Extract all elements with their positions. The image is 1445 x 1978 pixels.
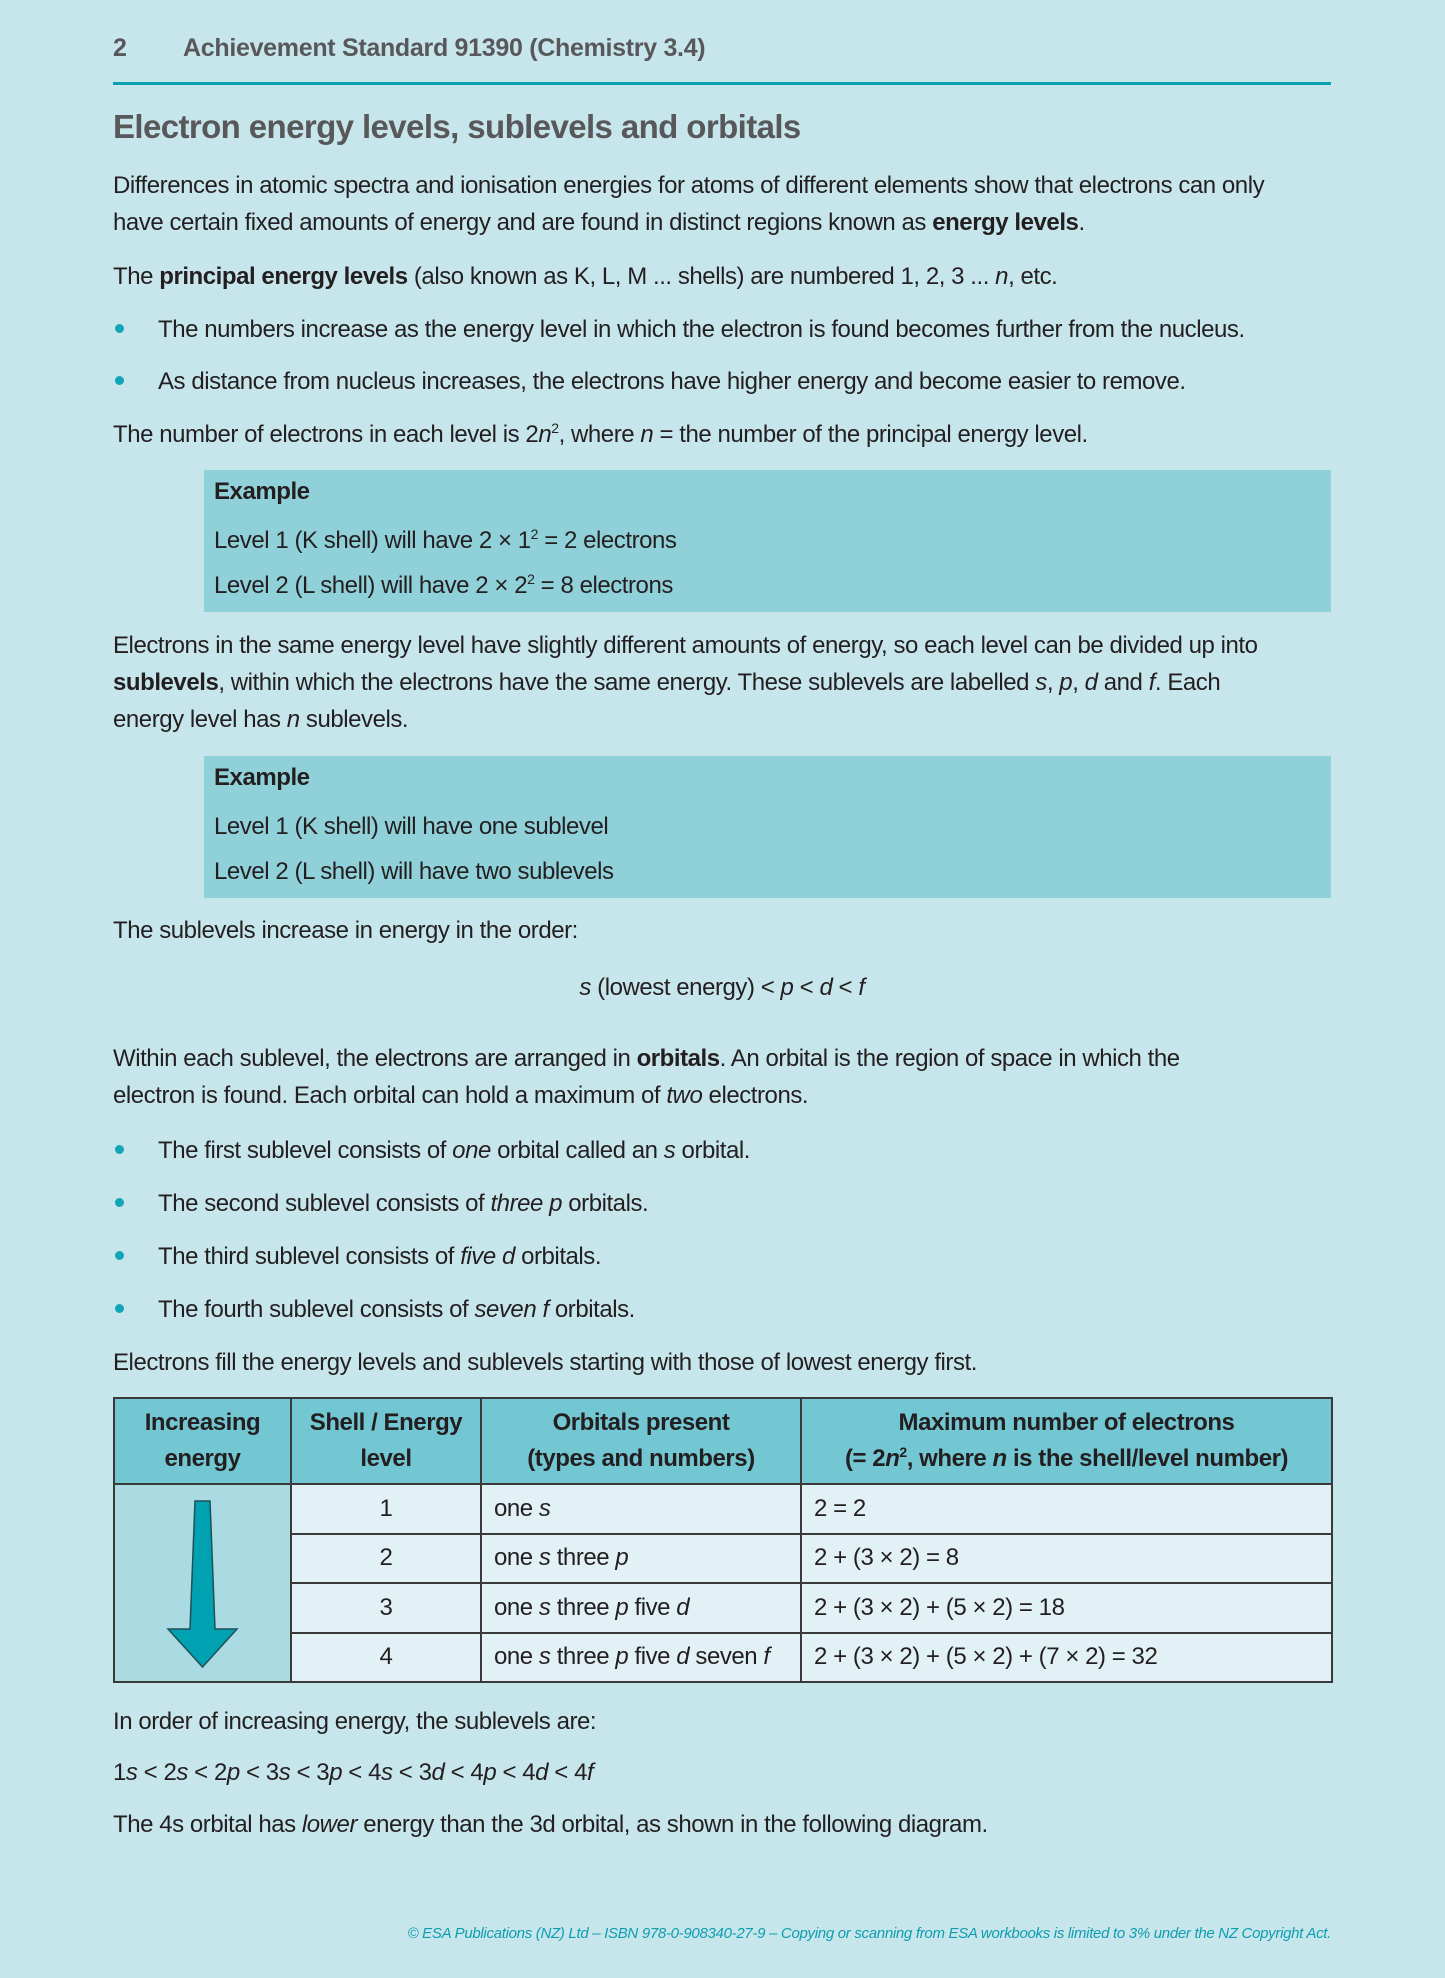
emphasis: seven f	[474, 1296, 549, 1323]
cell-max-electrons: 2 + (3 × 2) + (5 × 2) + (7 × 2) = 32	[801, 1633, 1332, 1683]
less-than-symbol: <	[392, 1759, 419, 1786]
superscript: 2	[527, 571, 535, 587]
bullet-icon	[115, 1198, 124, 1207]
increasing-energy-cell	[114, 1484, 291, 1682]
example-title: Example	[214, 764, 310, 791]
text: level	[360, 1445, 412, 1472]
text-line	[113, 664, 1331, 701]
text: orbitals.	[514, 1243, 602, 1270]
text: Within each sublevel, the electrons are arranged in	[113, 1045, 637, 1072]
less-than-symbol: <	[187, 1759, 214, 1786]
sublevel-letter: s	[538, 1544, 551, 1572]
shell-number: 4	[368, 1759, 382, 1786]
text: orbitals.	[548, 1296, 635, 1323]
superscript: 2	[530, 526, 538, 542]
sublevel-letter: p	[615, 1593, 629, 1621]
shell-number: 3	[316, 1759, 330, 1786]
table-row	[114, 1534, 1332, 1584]
sublevel-letter: s	[278, 1759, 291, 1786]
less-than-symbol: <	[496, 1759, 523, 1786]
term-orbitals: orbitals	[636, 1045, 720, 1072]
header-max-electrons	[801, 1398, 1332, 1484]
shell-number: 4	[574, 1759, 587, 1786]
text: . An orbital is the region of space in which the	[719, 1045, 1180, 1072]
shell-number: 4	[470, 1759, 484, 1786]
text: , within which the electrons have the same energy. These sublevels are labelled	[218, 669, 1036, 696]
sublevel-letter: p	[329, 1759, 343, 1786]
text: , etc.	[1008, 263, 1058, 290]
text-line: Electrons in the same energy level have slightly different amounts of energy, so each level can be divided up into	[113, 632, 1258, 659]
sublevel-letter: f	[763, 1643, 770, 1671]
text: .	[1078, 209, 1085, 236]
bullet-text	[158, 1185, 648, 1222]
text: one	[494, 1494, 539, 1522]
superscript: 2	[899, 1444, 907, 1460]
text: (lowest energy) <	[590, 974, 781, 1001]
term-principal-energy-levels: principal energy levels	[159, 263, 408, 290]
text: The 4s orbital has	[113, 1811, 302, 1838]
example-box-levels	[204, 470, 1331, 612]
sublevel-letter: d	[676, 1643, 690, 1671]
text-line	[113, 701, 1331, 738]
cell-orbitals	[481, 1484, 801, 1534]
sublevel-f: f	[1148, 669, 1155, 696]
text: electrons.	[702, 1082, 809, 1109]
cell-level: 2	[291, 1534, 481, 1584]
text: three	[550, 1544, 616, 1572]
sublevel-letter: d	[431, 1759, 445, 1786]
less-than-symbol: <	[548, 1759, 575, 1786]
order-intro: The sublevels increase in energy in the order:	[113, 917, 578, 944]
text: is the shell/level number)	[1006, 1445, 1289, 1472]
text: one	[494, 1643, 539, 1671]
text: , where	[906, 1445, 993, 1472]
example-line: Level 2 (L shell) will have two sublevels	[214, 858, 614, 885]
bullet-text: The numbers increase as the energy level in which the electron is found becomes further from the nucleus.	[158, 316, 1245, 343]
formula-paragraph	[113, 416, 1331, 453]
bullet-icon	[115, 1145, 124, 1154]
shell-number: 3	[418, 1759, 432, 1786]
shell-number: 4	[522, 1759, 536, 1786]
text: = the number of the principal energy level.	[653, 421, 1088, 448]
variable-n: n	[640, 421, 654, 448]
header-orbitals-present	[481, 1398, 801, 1484]
text: The fourth sublevel consists of	[158, 1296, 475, 1323]
text: (= 2	[844, 1445, 886, 1472]
shell-number: 2	[213, 1759, 227, 1786]
text: The third sublevel consists of	[158, 1243, 461, 1270]
sublevel-p: p	[780, 974, 794, 1001]
sublevel-letter: s	[381, 1759, 393, 1786]
sublevel-letter: p	[226, 1759, 240, 1786]
sublevel-letter: p	[615, 1643, 629, 1671]
bullet-text: As distance from nucleus increases, the electrons have higher energy and become easier to remove.	[158, 368, 1186, 395]
sublevel-d: d	[819, 974, 833, 1001]
emphasis: three p	[490, 1190, 563, 1217]
text: one	[494, 1593, 539, 1621]
table-row	[114, 1583, 1332, 1633]
text: The	[113, 263, 160, 290]
copyright-footer: © ESA Publications (NZ) Ltd – ISBN 978-0-908340-27-9 – Copying or scanning from ESA workbooks is limited to 3% under the NZ Copyright Act.	[407, 1925, 1331, 1942]
emphasis: lower	[301, 1811, 357, 1838]
less-than-symbol: <	[290, 1759, 317, 1786]
text: Maximum number of electrons	[898, 1409, 1235, 1436]
emphasis: s	[663, 1137, 676, 1164]
bullet-icon	[115, 1304, 124, 1313]
text: Increasing	[144, 1409, 261, 1436]
text: The second sublevel consists of	[158, 1190, 491, 1217]
cell-max-electrons: 2 + (3 × 2) + (5 × 2) = 18	[801, 1583, 1332, 1633]
intro-paragraph	[113, 167, 1331, 241]
page-header	[113, 30, 1331, 85]
text: three	[550, 1593, 616, 1621]
fill-order-sentence: Electrons fill the energy levels and sublevels starting with those of lowest energy first.	[113, 1349, 977, 1376]
text: sublevels.	[299, 706, 409, 733]
emphasis: two	[666, 1082, 703, 1109]
text: energy than the 3d orbital, as shown in the following diagram.	[357, 1811, 988, 1838]
less-than-symbol: <	[239, 1759, 266, 1786]
superscript: 2	[551, 420, 559, 436]
bullet-text	[158, 1291, 635, 1328]
text: orbital called an	[490, 1137, 664, 1164]
table-row	[114, 1484, 1332, 1534]
cell-orbitals	[481, 1633, 801, 1683]
bullet-icon	[115, 324, 124, 333]
text: five	[628, 1593, 677, 1621]
text: Shell / Energy	[309, 1409, 463, 1436]
cell-max-electrons: 2 + (3 × 2) = 8	[801, 1534, 1332, 1584]
orbitals-table	[113, 1397, 1333, 1683]
variable-n: n	[286, 706, 300, 733]
sublevels-paragraph	[113, 627, 1331, 738]
bullet-icon	[115, 1251, 124, 1260]
text: Level 2 (L shell) will have 2 × 2	[214, 572, 528, 599]
sublevel-letter: s	[125, 1759, 138, 1786]
sublevel-letter: s	[538, 1643, 551, 1671]
bullet-text	[158, 1238, 601, 1275]
emphasis: five d	[460, 1243, 515, 1270]
variable-n: n	[995, 263, 1009, 290]
intro-line-1: Differences in atomic spectra and ionisation energies for atoms of different elements show that electrons can only	[113, 172, 1265, 199]
text: and	[1097, 669, 1149, 696]
shell-number: 3	[265, 1759, 279, 1786]
text: seven	[689, 1643, 764, 1671]
bullet-text	[158, 1132, 750, 1169]
sublevel-s: s	[579, 974, 591, 1001]
sublevel-letter: s	[538, 1593, 551, 1621]
running-title: Achievement Standard 91390 (Chemistry 3.4)	[183, 34, 706, 62]
final-sentence	[113, 1806, 1331, 1843]
emphasis: one	[452, 1137, 491, 1164]
text: electron is found. Each orbital can hold a maximum of	[113, 1082, 667, 1109]
text: one	[494, 1544, 539, 1572]
header-increasing-energy	[114, 1398, 291, 1484]
sublevel-letter: d	[535, 1759, 549, 1786]
header-shell-level	[291, 1398, 481, 1484]
page-number: 2	[113, 34, 127, 62]
sublevel-s: s	[1035, 669, 1047, 696]
term-sublevels: sublevels	[113, 669, 219, 696]
text: ,	[1072, 669, 1085, 696]
text: ,	[1046, 669, 1060, 696]
cell-level: 1	[291, 1484, 481, 1534]
sublevel-letter: d	[676, 1593, 690, 1621]
shell-number: 1	[113, 1759, 126, 1786]
variable-n: n	[538, 421, 552, 448]
table-header-row	[114, 1398, 1332, 1484]
cell-level: 3	[291, 1583, 481, 1633]
sublevel-letter: p	[615, 1544, 629, 1572]
text: = 8 electrons	[534, 572, 673, 599]
sublevel-letter: s	[538, 1494, 551, 1522]
text: (types and numbers)	[527, 1445, 755, 1472]
example-line	[214, 572, 673, 600]
example-box-sublevels	[204, 756, 1331, 898]
text: have certain fixed amounts of energy and are found in distinct regions known as	[113, 209, 933, 236]
text: , where	[558, 421, 641, 448]
text: energy level has	[113, 706, 287, 733]
text: orbitals.	[562, 1190, 649, 1217]
text: energy	[164, 1445, 241, 1472]
section-title: Electron energy levels, sublevels and orbitals	[113, 108, 801, 145]
term-energy-levels: energy levels	[932, 209, 1079, 236]
text: The first sublevel consists of	[158, 1137, 453, 1164]
table-body	[114, 1484, 1332, 1682]
less-than-symbol: <	[342, 1759, 369, 1786]
sublevel-letter: f	[586, 1759, 594, 1786]
cell-level: 4	[291, 1633, 481, 1683]
example-title: Example	[214, 478, 310, 505]
variable-n: n	[885, 1445, 900, 1472]
principal-levels-paragraph	[113, 258, 1331, 295]
text: = 2 electrons	[538, 527, 677, 554]
text: The number of electrons in each level is 2	[113, 421, 539, 448]
less-than-symbol: <	[137, 1759, 164, 1786]
bullet-icon	[115, 376, 124, 385]
text: Orbitals present	[552, 1409, 730, 1436]
text: (also known as K, L, M ... shells) are numbered 1, 2, 3 ...	[407, 263, 996, 290]
example-line: Level 1 (K shell) will have one sublevel	[214, 813, 609, 840]
increasing-order-sequence	[113, 1754, 1331, 1791]
cell-orbitals	[481, 1583, 801, 1633]
increasing-order-intro: In order of increasing energy, the sublevels are:	[113, 1708, 597, 1735]
text-line	[113, 1040, 1331, 1077]
intro-line-2	[113, 204, 1331, 241]
sublevel-letter: p	[483, 1759, 497, 1786]
sublevel-letter: s	[176, 1759, 188, 1786]
cell-max-electrons: 2 = 2	[801, 1484, 1332, 1534]
text: Level 1 (K shell) will have 2 × 1	[214, 527, 531, 554]
example-line	[214, 527, 676, 555]
table-row	[114, 1633, 1332, 1683]
sublevel-d: d	[1084, 669, 1098, 696]
text: <	[793, 974, 820, 1001]
text: three	[550, 1643, 616, 1671]
shell-number: 2	[163, 1759, 177, 1786]
sublevel-p: p	[1059, 669, 1073, 696]
text: five	[628, 1643, 677, 1671]
text: orbital.	[675, 1137, 750, 1164]
less-than-symbol: <	[444, 1759, 471, 1786]
variable-n: n	[992, 1445, 1007, 1472]
text: <	[832, 974, 859, 1001]
sublevel-f: f	[858, 974, 865, 1001]
down-arrow-icon	[115, 1485, 290, 1681]
orbitals-paragraph	[113, 1040, 1331, 1114]
text-line	[113, 1077, 1331, 1114]
text: . Each	[1154, 669, 1221, 696]
cell-orbitals	[481, 1534, 801, 1584]
sublevel-order-equation	[113, 974, 1331, 1002]
